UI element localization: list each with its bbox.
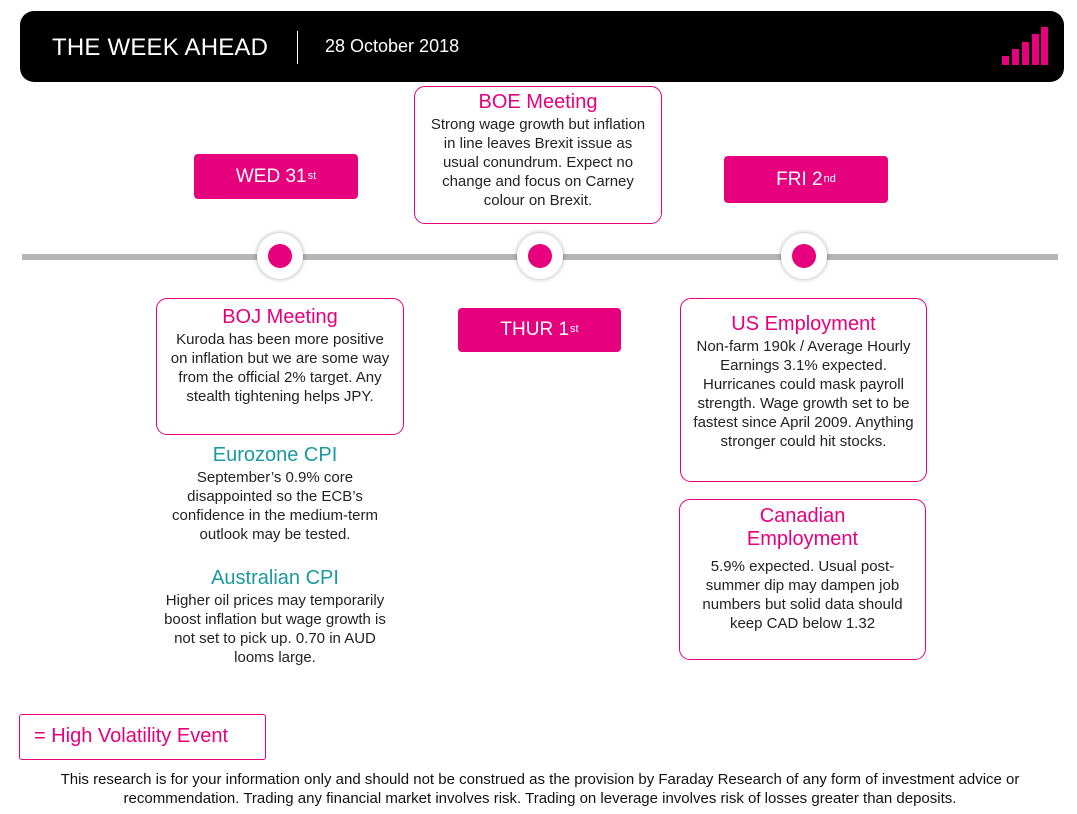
disclaimer-text: This research is for your information only and should not be construed as the provision by Faraday Research of any form of investment advice or recommendation. Trading any financial market involves risk. Trading on leverage involves risk of losses greater than deposits. <box>60 771 1020 807</box>
timeline-node-wed <box>257 233 303 279</box>
event-title: US Employment <box>731 313 876 335</box>
bar-chart-logo-icon <box>1002 27 1048 65</box>
header-date: 28 October 2018 <box>325 36 460 56</box>
event-body: Higher oil prices may temporarily boost inflation but wage growth is not set to pick up. 0.70 in AUD looms large. <box>164 592 386 666</box>
timeline-node-thur <box>517 233 563 279</box>
header-divider <box>297 31 298 64</box>
event-eurozone-cpi <box>170 444 380 544</box>
event-title: Eurozone CPI <box>212 444 338 466</box>
header-bar <box>20 11 1064 82</box>
event-body: September’s 0.9% core disappointed so the ECB’s confidence in the medium-term outlook may be tested. <box>172 469 378 543</box>
event-body: Non-farm 190k / Average Hourly Earnings 3.1% expected. Hurricanes could mask payroll strength. Wage growth set to be fastest since April 2009. Anything stronger could hit stocks. <box>693 338 914 450</box>
event-title: Australian CPI <box>211 567 339 589</box>
timeline-node-fri <box>781 233 827 279</box>
event-card-us-employment <box>680 298 927 482</box>
event-card-canadian-employment <box>679 499 926 660</box>
event-title: Canadian Employment <box>746 505 859 550</box>
event-body: 5.9% expected. Usual post-summer dip may dampen job numbers but solid data should keep CAD below 1.32 <box>702 558 903 632</box>
high-volatility-legend: = High Volatility Event <box>19 714 266 760</box>
day-label-thur: THUR 1 $^{st}$ <box>458 308 621 352</box>
event-title: BOJ Meeting <box>222 306 338 328</box>
page-title: THE WEEK AHEAD <box>52 34 269 61</box>
event-card-boj <box>156 298 404 435</box>
event-body: Strong wage growth but inflation in line leaves Brexit issue as usual conundrum. Expect no change and focus on Carney colour on Brexit. <box>430 116 646 209</box>
day-label-wed: WED 31 $^{st}$ <box>194 154 358 199</box>
event-card-boe <box>414 86 662 224</box>
day-label-fri: FRI 2 $^{nd}$ <box>724 156 888 203</box>
event-body: Kuroda has been more positive on inflation but we are some way from the official 2% target. Any stealth tightening helps JPY. <box>170 331 390 405</box>
event-title: BOE Meeting <box>478 91 598 113</box>
event-australian-cpi <box>163 567 387 667</box>
